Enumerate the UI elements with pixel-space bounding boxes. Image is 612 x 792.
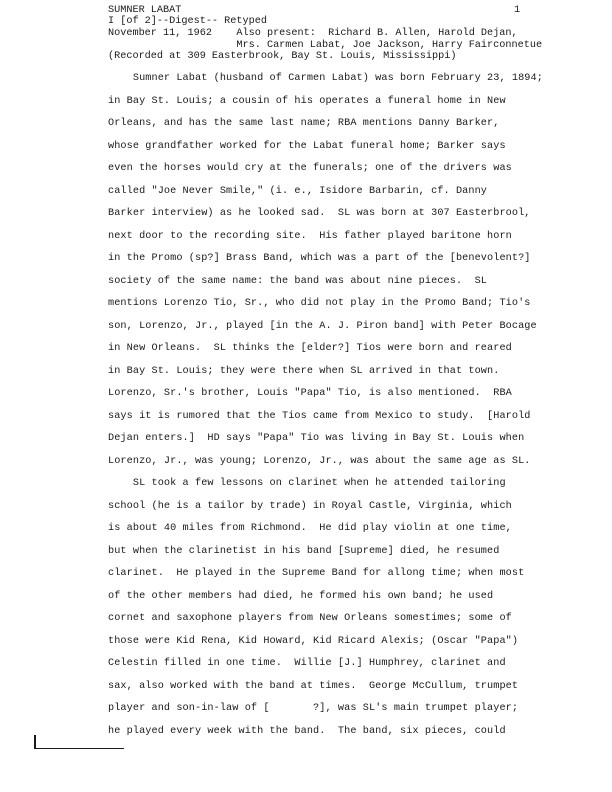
text-line: Celestin filled in one time. Willie [J.] Humphrey, clarinet and [108, 658, 506, 669]
header-present-continued: Mrs. Carmen Labat, Joe Jackson, Harry Fairconnetue [108, 40, 543, 51]
text-line: in Bay St. Louis; a cousin of his operates a funeral home in New [108, 95, 506, 107]
page-number: 1 [514, 5, 521, 16]
text-line: says it is rumored that the Tios came from Mexico to study. [Harold [108, 410, 531, 422]
margin-mark [34, 735, 36, 749]
text-line: Orleans, and has the same last name; RBA mentions Danny Barker, [108, 118, 500, 129]
text-line: SL took a few lessons on clarinet when he attended tailoring [108, 478, 506, 489]
text-line: in the Promo (sp?] Brass Band, which was a part of the [benevolent?] [108, 253, 531, 264]
text-line: is about 40 miles from Richmond. He did play violin at one time, [108, 523, 512, 534]
header-date-present: November 11, 1962 Also present: Richard B. Allen, Harold Dejan, [108, 28, 518, 39]
text-line: in New Orleans. SL thinks the [elder?] Tios were born and reared [108, 343, 512, 354]
text-line: of the other members had died, he formed his own band; he used [108, 590, 494, 602]
text-line: Lorenzo, Jr., was young; Lorenzo, Jr., was about the same age as SL. [108, 455, 531, 467]
text-line: mentions Lorenzo Tio, Sr., who did not play in the Promo Band; Tio's [108, 298, 531, 309]
text-line: sax, also worked with the band at times. George McCullum, trumpet [108, 680, 519, 692]
text-line: whose grandfather worked for the Labat funeral home; Barker says [108, 140, 506, 152]
header-subtitle: I [of 2]--Digest-- Retyped [108, 16, 267, 27]
text-line: son, Lorenzo, Jr., played [in the A. J. Piron band] with Peter Bocage [108, 320, 537, 332]
margin-rule [34, 748, 124, 749]
text-line: Dejan enters.] HD says "Papa" Tio was living in Bay St. Louis when [108, 433, 525, 444]
transcript-body [108, 68, 588, 743]
text-line: those were Kid Rena, Kid Howard, Kid Ricard Alexis; (Oscar "Papa") [108, 635, 519, 647]
text-line: Barker interview) as he looked sad. SL was born at 307 Easterbrool, [108, 208, 531, 219]
text-line: called "Joe Never Smile," (i. e., Isidore Barbarin, cf. Danny [108, 185, 488, 197]
text-line: school (he is a tailor by trade) in Royal Castle, Virginia, which [108, 500, 512, 512]
text-line: society of the same name: the band was about nine pieces. SL [108, 275, 488, 287]
header-title: SUMNER LABAT [108, 5, 182, 16]
text-line: even the horses would cry at the funerals; one of the drivers was [108, 163, 512, 174]
text-line: player and son-in-law of [ ?], was SL's main trumpet player; [108, 703, 519, 714]
text-line: clarinet. He played in the Supreme Band for allong time; when most [108, 568, 525, 579]
text-line: Sumner Labat (husband of Carmen Labat) was born February 23, 1894; [108, 73, 543, 84]
header-recording-location: (Recorded at 309 Easterbrook, Bay St. Louis, Mississippi) [108, 51, 457, 62]
text-line: in Bay St. Louis; they were there when SL arrived in that town. [108, 365, 500, 377]
text-line: cornet and saxophone players from New Orleans somestimes; some of [108, 613, 512, 624]
text-line: next door to the recording site. His father played baritone horn [108, 230, 512, 242]
text-line: but when the clarinetist in his band [Supreme] died, he resumed [108, 545, 500, 557]
text-line: Lorenzo, Sr.'s brother, Louis "Papa" Tio, is also mentioned. RBA [108, 388, 512, 399]
text-line: he played every week with the band. The band, six pieces, could [108, 725, 506, 737]
